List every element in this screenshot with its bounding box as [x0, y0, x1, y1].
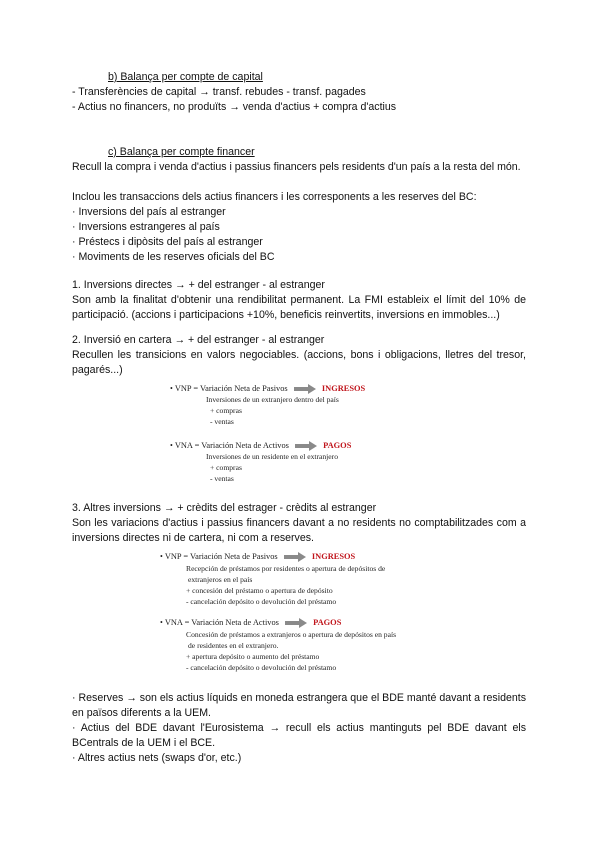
fig1-vnp-line-3: - ventas: [210, 417, 234, 426]
fig2-vnp-line-3: + concesión del préstamo o apertura de depósito: [186, 586, 333, 595]
fig2-vnp-line-1: Recepción de préstamos por residentes o apertura de depósitos de: [186, 564, 386, 573]
figure-altres: [140, 552, 460, 682]
capital-line-1: - Transferències de capital → transf. rebudes - transf. pagades: [72, 86, 366, 98]
bullet-icon: •: [170, 441, 175, 450]
fig1-vna-result: PAGOS: [323, 441, 352, 450]
figure-cartera: [150, 384, 450, 488]
fig2-vna-line-4: - cancelación depósito o devolución del préstamo: [186, 663, 337, 672]
arrow-right-icon: [295, 441, 317, 451]
fig1-vnp-label: VNP = Variación Neta de Pasivos: [174, 384, 288, 393]
fig2-vnp-line-2: extranjeros en el país: [188, 575, 253, 584]
arrow-right-icon: [294, 384, 316, 394]
fig1-vna-line-3: - ventas: [210, 474, 234, 483]
financer-heading: c) Balança per compte financer: [108, 146, 255, 158]
fig2-vna-line-3: + apertura depósito o aumento del préstamo: [186, 652, 320, 661]
fig1-vna-line-2: + compras: [210, 463, 242, 472]
fig1-vnp-header: [170, 384, 365, 394]
fig2-vna-line-2: de residentes en el extranjero.: [188, 641, 279, 650]
fig1-vnp-result: INGRESOS: [321, 384, 366, 393]
cartera-title: 2. Inversió en cartera → + del estranger - al estranger: [72, 334, 325, 346]
fig2-vnp-header: [160, 552, 355, 562]
arrow-right-icon: [284, 552, 306, 562]
financer-item-3: · Préstecs i dipòsits del país al estranger: [72, 236, 263, 248]
financer-item-2: · Inversions estrangeres al país: [72, 221, 220, 233]
directes-title: 1. Inversions directes → + del estranger - al estranger: [72, 279, 325, 291]
financer-intro: Recull la compra i venda d'actius i passius financers pels residents d'un país a la resta del món.: [72, 161, 521, 173]
financer-item-1: · Inversions del país al estranger: [72, 206, 226, 218]
capital-line-2: - Actius no financers, no produïts → venda d'actius + compra d'actius: [72, 101, 397, 113]
fig2-vna-header: [160, 618, 341, 628]
fig1-vna-label: VNA = Variación Neta de Activos: [174, 441, 289, 450]
arrow-right-icon: [285, 618, 307, 628]
fig2-vna-label: VNA = Variación Neta de Activos: [164, 618, 279, 627]
fig2-vnp-result: INGRESOS: [311, 552, 356, 561]
fig2-vnp-line-4: - cancelación depósito o devolución del préstamo: [186, 597, 337, 606]
reserves-text-2: · Actius del BDE davant l'Eurosistema → recull els actius mantinguts pel BDE davant els BCentrals de la UEM i el BCE.: [72, 722, 526, 749]
altres-title: 3. Altres inversions → + crèdits del estrager - crèdits al estranger: [72, 502, 377, 514]
bullet-icon: •: [170, 384, 175, 393]
capital-heading: b) Balança per compte de capital: [108, 71, 263, 83]
fig1-vnp-line-1: Inversiones de un extranjero dentro del país: [206, 395, 339, 404]
fig1-vna-header: [170, 441, 351, 451]
directes-text: Son amb la finalitat d'obtenir una rendibilitat permanent. La FMI estableix el límit del 10% de participació. (accions i participacions +10%, beneficis reinvertits, inversions en immobles...): [72, 294, 526, 321]
reserves-text-1: · Reserves → son els actius líquids en moneda estrangera que el BDE manté davant a residents en països diferents a la UEM.: [72, 692, 526, 719]
bullet-icon: •: [160, 618, 165, 627]
cartera-text: Recullen les transicions en valors negociables. (accions, bons i obligacions, lletres del tresor, pagarés...): [72, 349, 526, 376]
fig1-vnp-line-2: + compras: [210, 406, 242, 415]
altres-text: Son les variacions d'actius i passius financers davant a no residents no comptabilitzades com a inversions directes ni de cartera, ni com a reserves.: [72, 517, 526, 544]
reserves-text-3: · Altres actius nets (swaps d'or, etc.): [72, 752, 242, 764]
fig2-vna-line-1: Concesión de préstamos a extranjeros o apertura de depósitos en país: [186, 630, 397, 639]
fig2-vna-result: PAGOS: [313, 618, 342, 627]
fig2-vnp-label: VNP = Variación Neta de Pasivos: [164, 552, 278, 561]
fig1-vna-line-1: Inversiones de un residente en el extranjero: [206, 452, 338, 461]
financer-inclou: Inclou les transaccions dels actius financers i les corresponents a les reserves del BC:: [72, 191, 477, 203]
financer-item-4: · Moviments de les reserves oficials del BC: [72, 251, 275, 263]
bullet-icon: •: [160, 552, 165, 561]
